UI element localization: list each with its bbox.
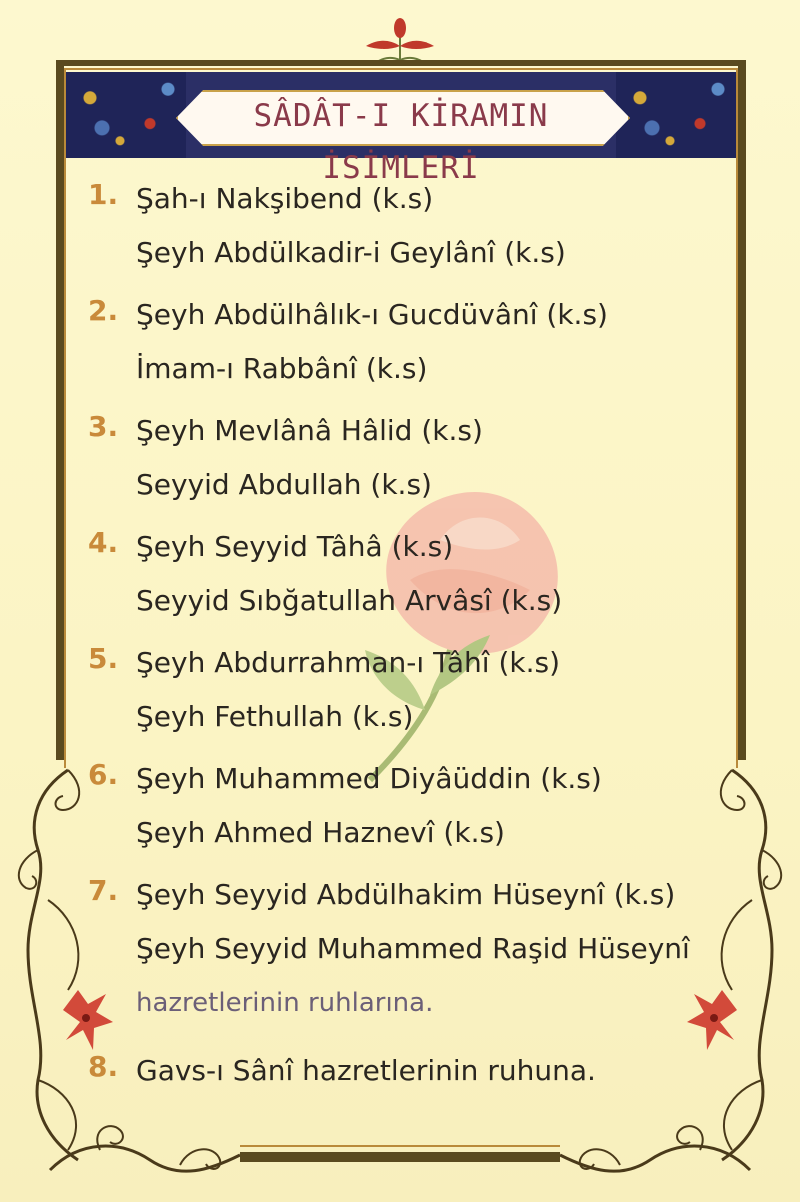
bottom-rule — [240, 1152, 560, 1162]
item-number: 2. — [88, 294, 119, 327]
item-line: Şeyh Abdurrahman-ı Tâhî (k.s) — [136, 646, 561, 679]
item-line: Seyyid Sıbğatullah Arvâsî (k.s) — [136, 584, 563, 617]
item-line: Şeyh Fethullah (k.s) — [136, 700, 414, 733]
item-line: Şeyh Seyyid Muhammed Raşid Hüseynî — [136, 932, 690, 965]
item-number: 4. — [88, 526, 119, 559]
item-line: hazretlerinin ruhlarına. — [136, 988, 434, 1018]
item-line: Gavs-ı Sânî hazretlerinin ruhuna. — [136, 1054, 596, 1087]
item-line: Şeyh Seyyid Abdülhakim Hüseynî (k.s) — [136, 878, 676, 911]
item-number: 7. — [88, 874, 119, 907]
list-item — [88, 520, 738, 628]
item-line: Şeyh Abdülkadir-i Geylânî (k.s) — [136, 236, 566, 269]
item-line: Şah-ı Nakşibend (k.s) — [136, 182, 434, 215]
list-item — [88, 172, 738, 280]
scroll-ornament-bottom-left-icon — [40, 1110, 260, 1190]
list-item — [88, 752, 738, 860]
ornamental-tile-left — [66, 72, 186, 158]
item-line: İmam-ı Rabbânî (k.s) — [136, 352, 428, 385]
list-item — [88, 636, 738, 744]
page-title: SÂDÂT-I KİRAMIN İSİMLERİ — [253, 98, 549, 186]
title-banner — [66, 72, 736, 186]
item-line: Seyyid Abdullah (k.s) — [136, 468, 432, 501]
list-item — [88, 288, 738, 396]
item-number: 3. — [88, 410, 119, 443]
ornamental-tile-right — [616, 72, 736, 158]
item-line: Şeyh Muhammed Diyâüddin (k.s) — [136, 762, 602, 795]
item-number: 8. — [88, 1050, 119, 1083]
list-item — [88, 404, 738, 512]
item-number: 6. — [88, 758, 119, 791]
scroll-ornament-bottom-right-icon — [540, 1110, 760, 1190]
item-line: Şeyh Abdülhâlık-ı Gucdüvânî (k.s) — [136, 298, 608, 331]
item-number: 5. — [88, 642, 119, 675]
item-line: Şeyh Mevlânâ Hâlid (k.s) — [136, 414, 483, 447]
names-list — [88, 172, 738, 1098]
item-line: Şeyh Seyyid Tâhâ (k.s) — [136, 530, 454, 563]
list-item — [88, 868, 738, 1030]
item-number: 1. — [88, 178, 119, 211]
list-item — [88, 1044, 738, 1098]
item-line: Şeyh Ahmed Haznevî (k.s) — [136, 816, 505, 849]
bottom-rule-thin — [240, 1145, 560, 1147]
